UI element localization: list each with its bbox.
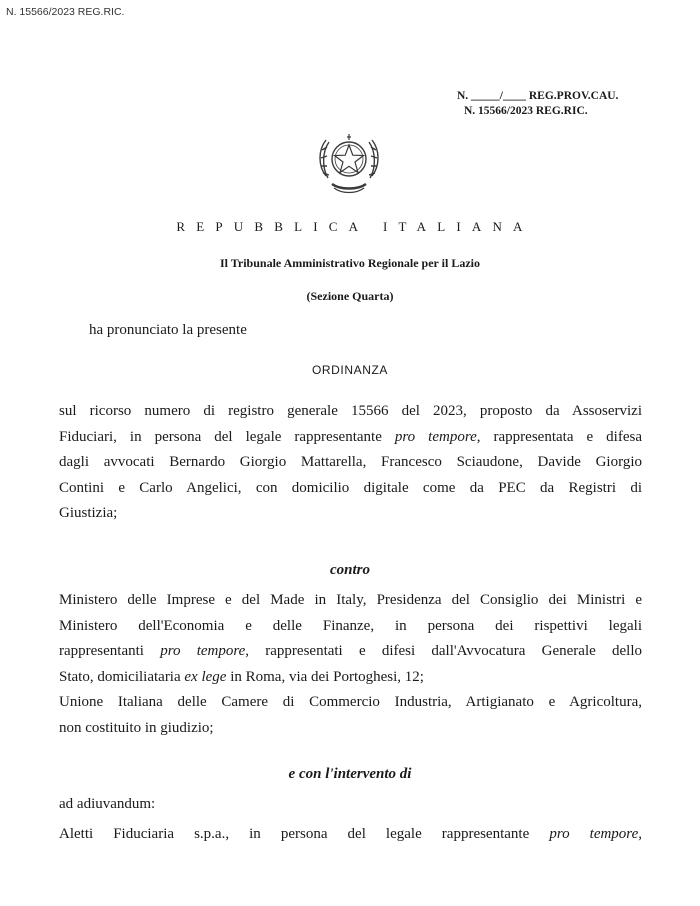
pro-tempore-italic: pro tempore	[394, 428, 477, 445]
register-references	[457, 89, 618, 119]
ricorso-line: Contini e Carlo Angelici, con domicilio digitale come da PEC da Registri di	[59, 479, 642, 496]
intervento-line: Aletti Fiduciaria s.p.a., in persona del legale rappresentante pro tempore,	[59, 825, 642, 842]
ex-lege-italic: ex lege	[184, 668, 227, 685]
ricorso-line: sul ricorso numero di registro generale 15566 del 2023, proposto da Assoservizi	[59, 403, 642, 419]
intervento-heading: e con l'intervento di	[288, 766, 412, 782]
contro-line: non costituito in giudizio;	[59, 719, 214, 736]
italian-republic-emblem-icon	[312, 128, 386, 198]
intervento-paragraph	[59, 792, 642, 847]
pro-tempore-italic: pro tempore	[549, 825, 639, 842]
court-section: (Sezione Quarta)	[306, 289, 394, 303]
pronounced-line: ha pronunciato la presente	[89, 322, 247, 338]
ricorso-paragraph	[59, 399, 642, 527]
document-type-heading: ORDINANZA	[311, 363, 389, 377]
corner-register-number: N. 15566/2023 REG.RIC.	[6, 6, 125, 18]
contro-heading: contro	[329, 562, 370, 578]
reg-ric-line: N. 15566/2023 REG.RIC.	[464, 105, 588, 117]
pro-tempore-italic: pro tempore	[160, 643, 246, 659]
ricorso-line: Fiduciari, in persona del legale rappresentante pro tempore, rappresentata e difesa	[59, 428, 642, 445]
adiuvandum-line: ad adiuvandum:	[59, 796, 156, 812]
contro-line: Ministero delle Imprese e del Made in Italy, Presidenza del Consiglio dei Ministri e	[59, 592, 642, 608]
contro-line: Stato, domiciliataria ex lege in Roma, via dei Portoghesi, 12;	[59, 668, 424, 685]
republic-heading: REPUBBLICA ITALIANA	[176, 219, 534, 234]
ricorso-line: Giustizia;	[59, 505, 118, 521]
contro-line: Ministero dell'Economia e delle Finanze, in persona dei rispettivi legali	[59, 617, 642, 634]
contro-line: rappresentanti pro tempore, rappresentati e difesi dall'Avvocatura Generale dello	[59, 643, 642, 659]
ricorso-line: dagli avvocati Bernardo Giorgio Mattarella, Francesco Sciaudone, Davide Giorgio	[59, 454, 642, 470]
contro-line: Unione Italiana delle Camere di Commercio Industria, Artigianato e Agricoltura,	[59, 694, 642, 710]
reg-prov-cau-line: N. _____/____ REG.PROV.CAU.	[457, 90, 619, 102]
court-name: Il Tribunale Amministrativo Regionale per il Lazio	[219, 256, 480, 270]
contro-paragraph	[59, 588, 642, 741]
